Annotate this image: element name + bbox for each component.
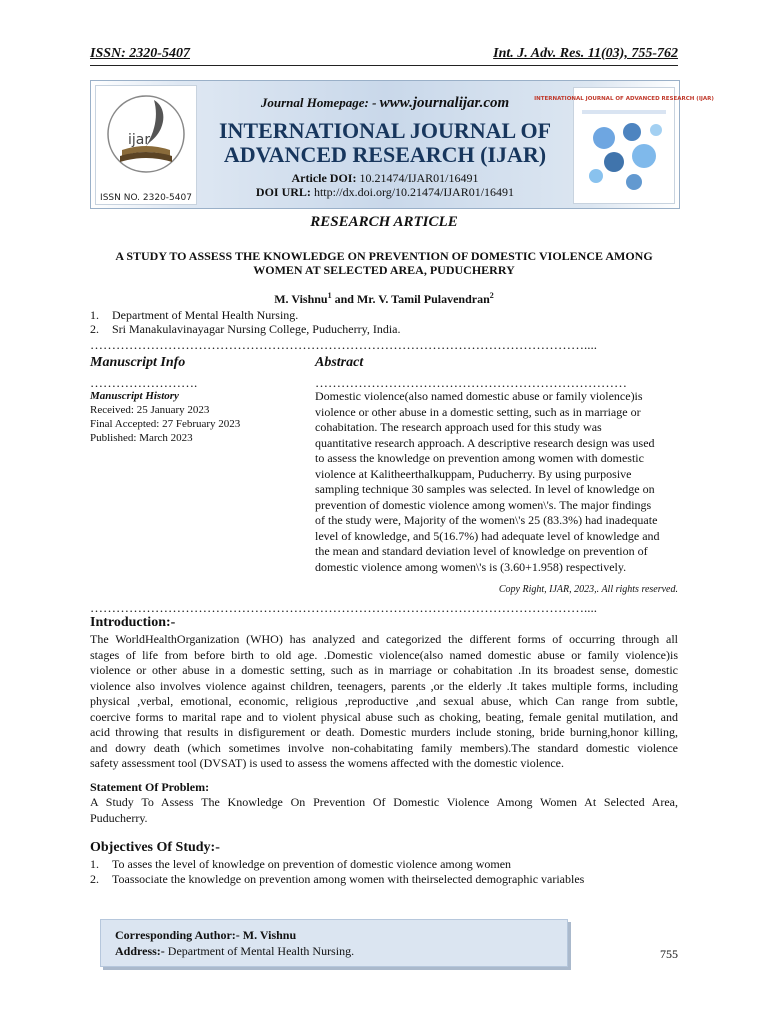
issn-header: ISSN: 2320-5407 bbox=[90, 46, 190, 61]
doi-url-label: DOI URL: bbox=[255, 185, 311, 199]
homepage-label: Journal Homepage: - bbox=[260, 95, 377, 110]
abstract-line: the mean and standard deviation level of knowledge on prevention of bbox=[315, 544, 648, 558]
address-value: Department of Mental Health Nursing. bbox=[164, 944, 355, 958]
article-title-line1: A STUDY TO ASSESS THE KNOWLEDGE ON PREVENTION OF DOMESTIC VIOLENCE AMONG bbox=[115, 249, 653, 263]
author-1: M. Vishnu bbox=[274, 292, 328, 306]
abstract-line: sampling technique 30 samples was selected. In level of knowledge on bbox=[315, 482, 655, 496]
journal-banner bbox=[90, 80, 714, 209]
problem-line: A Study To Assess The Knowledge On Prevention Of Domestic Violence Among Women At Selected Area, bbox=[90, 795, 678, 809]
abstract-line: level of knowledge, and 5(16.7%) had adequate level of knowledge and bbox=[315, 528, 660, 543]
affiliation-1-num: 1. bbox=[90, 308, 99, 322]
abstract-line: quantitative research approach. A descriptive research design was used bbox=[315, 435, 655, 450]
cover-title: INTERNATIONAL JOURNAL OF ADVANCED RESEARCH (IJAR) bbox=[534, 96, 714, 102]
corresponding-label: Corresponding Author:- bbox=[115, 928, 240, 942]
objectives-heading: Objectives Of Study:- bbox=[90, 840, 220, 855]
homepage-link[interactable]: www.journalijar.com bbox=[379, 95, 510, 111]
intro-line: acid throwing that results in disfigurement or death. Domestic murders include stoning, bride burning,honor killing, bbox=[90, 725, 678, 739]
separator-bottom: …………………………………………………………………………………………………….... bbox=[90, 600, 597, 615]
abstract-line: violence at Kalitheerthalkuppam, Puducherry. By using purposive bbox=[315, 466, 632, 481]
corresponding-name: M. Vishnu bbox=[239, 928, 297, 942]
logo-issn: ISSN NO. 2320-5407 bbox=[100, 193, 192, 203]
problem-heading: Statement Of Problem: bbox=[90, 780, 210, 794]
doi-url-link[interactable]: http://dx.doi.org/10.21474/IJAR01/16491 bbox=[313, 185, 515, 199]
intro-line: physical ,verbal, emotional, economic, religious ,reproductive ,and sexual abuse, which Can range from subtle, bbox=[90, 694, 678, 708]
authors bbox=[90, 291, 678, 307]
separator-top: …………………………………………………………………………………………………….... bbox=[90, 337, 597, 352]
intro-line: safety assessment tool (DVSAT) is used to assess the womens affected with the domestic violence. bbox=[90, 756, 565, 770]
journal-cover-image bbox=[534, 87, 714, 204]
objective-num: 2. bbox=[90, 872, 99, 886]
affiliation-2 bbox=[90, 322, 400, 337]
objective-item bbox=[90, 872, 584, 887]
logo-text: ijar bbox=[128, 132, 151, 148]
abstract-line: domestic violence among women\'s is (3.60+1.958) respectively. bbox=[315, 559, 627, 574]
author-2-sup: 2 bbox=[489, 291, 494, 300]
manuscript-history-label: Manuscript History bbox=[90, 390, 179, 402]
introduction-body bbox=[90, 632, 678, 772]
abstract-line: Domestic violence(also named domestic abuse or family violence)is bbox=[315, 389, 643, 403]
objective-num: 1. bbox=[90, 857, 99, 871]
abstract-line: violence or other abuse in a domestic setting, such as in marriage or bbox=[315, 404, 641, 419]
header-rule bbox=[90, 65, 678, 66]
affiliation-2-text: Sri Manakulavinayagar Nursing College, Puducherry, India. bbox=[112, 322, 401, 336]
corresponding-author bbox=[115, 928, 296, 943]
problem-line: Puducherry. bbox=[90, 810, 148, 825]
abstract-line: cohabitation. The research approach used for this study was bbox=[315, 420, 602, 434]
doi-value: 10.21474/IJAR01/16491 bbox=[359, 171, 479, 185]
journal-name bbox=[199, 119, 571, 167]
page-number: 755 bbox=[660, 947, 678, 961]
doi-label: Article DOI: bbox=[291, 171, 357, 185]
introduction-heading: Introduction:- bbox=[90, 615, 176, 630]
corresponding-address bbox=[115, 944, 354, 959]
objective-item bbox=[90, 857, 511, 872]
affiliation-1-text: Department of Mental Health Nursing. bbox=[112, 308, 299, 322]
abstract-heading: Abstract bbox=[315, 355, 364, 370]
article-doi bbox=[199, 171, 571, 186]
received-date: Received: 25 January 2023 bbox=[90, 404, 210, 416]
journal-name-line1: INTERNATIONAL JOURNAL OF bbox=[218, 118, 552, 143]
problem-body bbox=[90, 795, 678, 826]
intro-line: The WorldHealthOrganization (WHO) has analyzed and categorized the different forms of occurring through all bbox=[90, 632, 678, 646]
manuscript-info-dots: ……………………. bbox=[90, 375, 198, 390]
abstract-line: prevention of domestic violence among women\'s. The major findings bbox=[315, 497, 652, 512]
abstract-line: of the study were, Majority of the women\'s 25 (83.3%) had inadequate bbox=[315, 513, 658, 527]
copyright-notice: Copy Right, IJAR, 2023,. All rights reserved. bbox=[498, 584, 678, 595]
abstract-dots: ……………………………………………………………… bbox=[315, 375, 627, 390]
journal-name-line2: ADVANCED RESEARCH (IJAR) bbox=[223, 142, 547, 167]
manuscript-info-heading: Manuscript Info bbox=[90, 355, 186, 370]
citation-header: Int. J. Adv. Res. 11(03), 755-762 bbox=[493, 46, 678, 61]
abstract-body bbox=[315, 389, 678, 575]
address-label: Address:- bbox=[115, 944, 165, 958]
journal-logo bbox=[95, 85, 197, 205]
intro-line: coercive forms to marital rape and to violent physical abuse such as choking, beating, female genital mutilation, and bbox=[90, 709, 678, 724]
abstract-line: to assess the knowledge on prevention among women with domestic bbox=[315, 451, 644, 465]
final-accepted-date: Final Accepted: 27 February 2023 bbox=[90, 418, 241, 430]
affiliation-2-num: 2. bbox=[90, 322, 99, 336]
author-1-sup: 1 bbox=[327, 291, 332, 300]
intro-line: violence also involves violence against children, teenagers, parents ,or the elderly .It takes multiple forms, including bbox=[90, 678, 678, 693]
intro-line: stages of life from before birth to old age. .Domestic violence(also named domestic abuse or family violence)is bbox=[90, 647, 678, 662]
objective-text: Toassociate the knowledge on prevention among women with theirselected demographic variables bbox=[112, 872, 585, 886]
article-title-line2: WOMEN AT SELECTED AREA, PUDUCHERRY bbox=[253, 263, 515, 277]
article-title bbox=[90, 249, 678, 277]
intro-line: violence or other abuse in a domestic setting, such as in marriage or cohabitation .In its broadest sense, domestic bbox=[90, 663, 678, 677]
intro-line: and dowry death (which sometimes involve non-cohabitating family members).The standard domestic violence bbox=[90, 740, 678, 755]
published-date: Published: March 2023 bbox=[90, 432, 193, 444]
journal-homepage bbox=[199, 95, 571, 112]
author-2: and Mr. V. Tamil Pulavendran bbox=[331, 292, 490, 306]
doi-url bbox=[199, 185, 571, 200]
objective-text: To asses the level of knowledge on prevention of domestic violence among women bbox=[112, 857, 512, 871]
corresponding-author-box bbox=[100, 919, 568, 967]
affiliation-1 bbox=[90, 308, 298, 323]
article-type: RESEARCH ARTICLE bbox=[310, 214, 458, 230]
